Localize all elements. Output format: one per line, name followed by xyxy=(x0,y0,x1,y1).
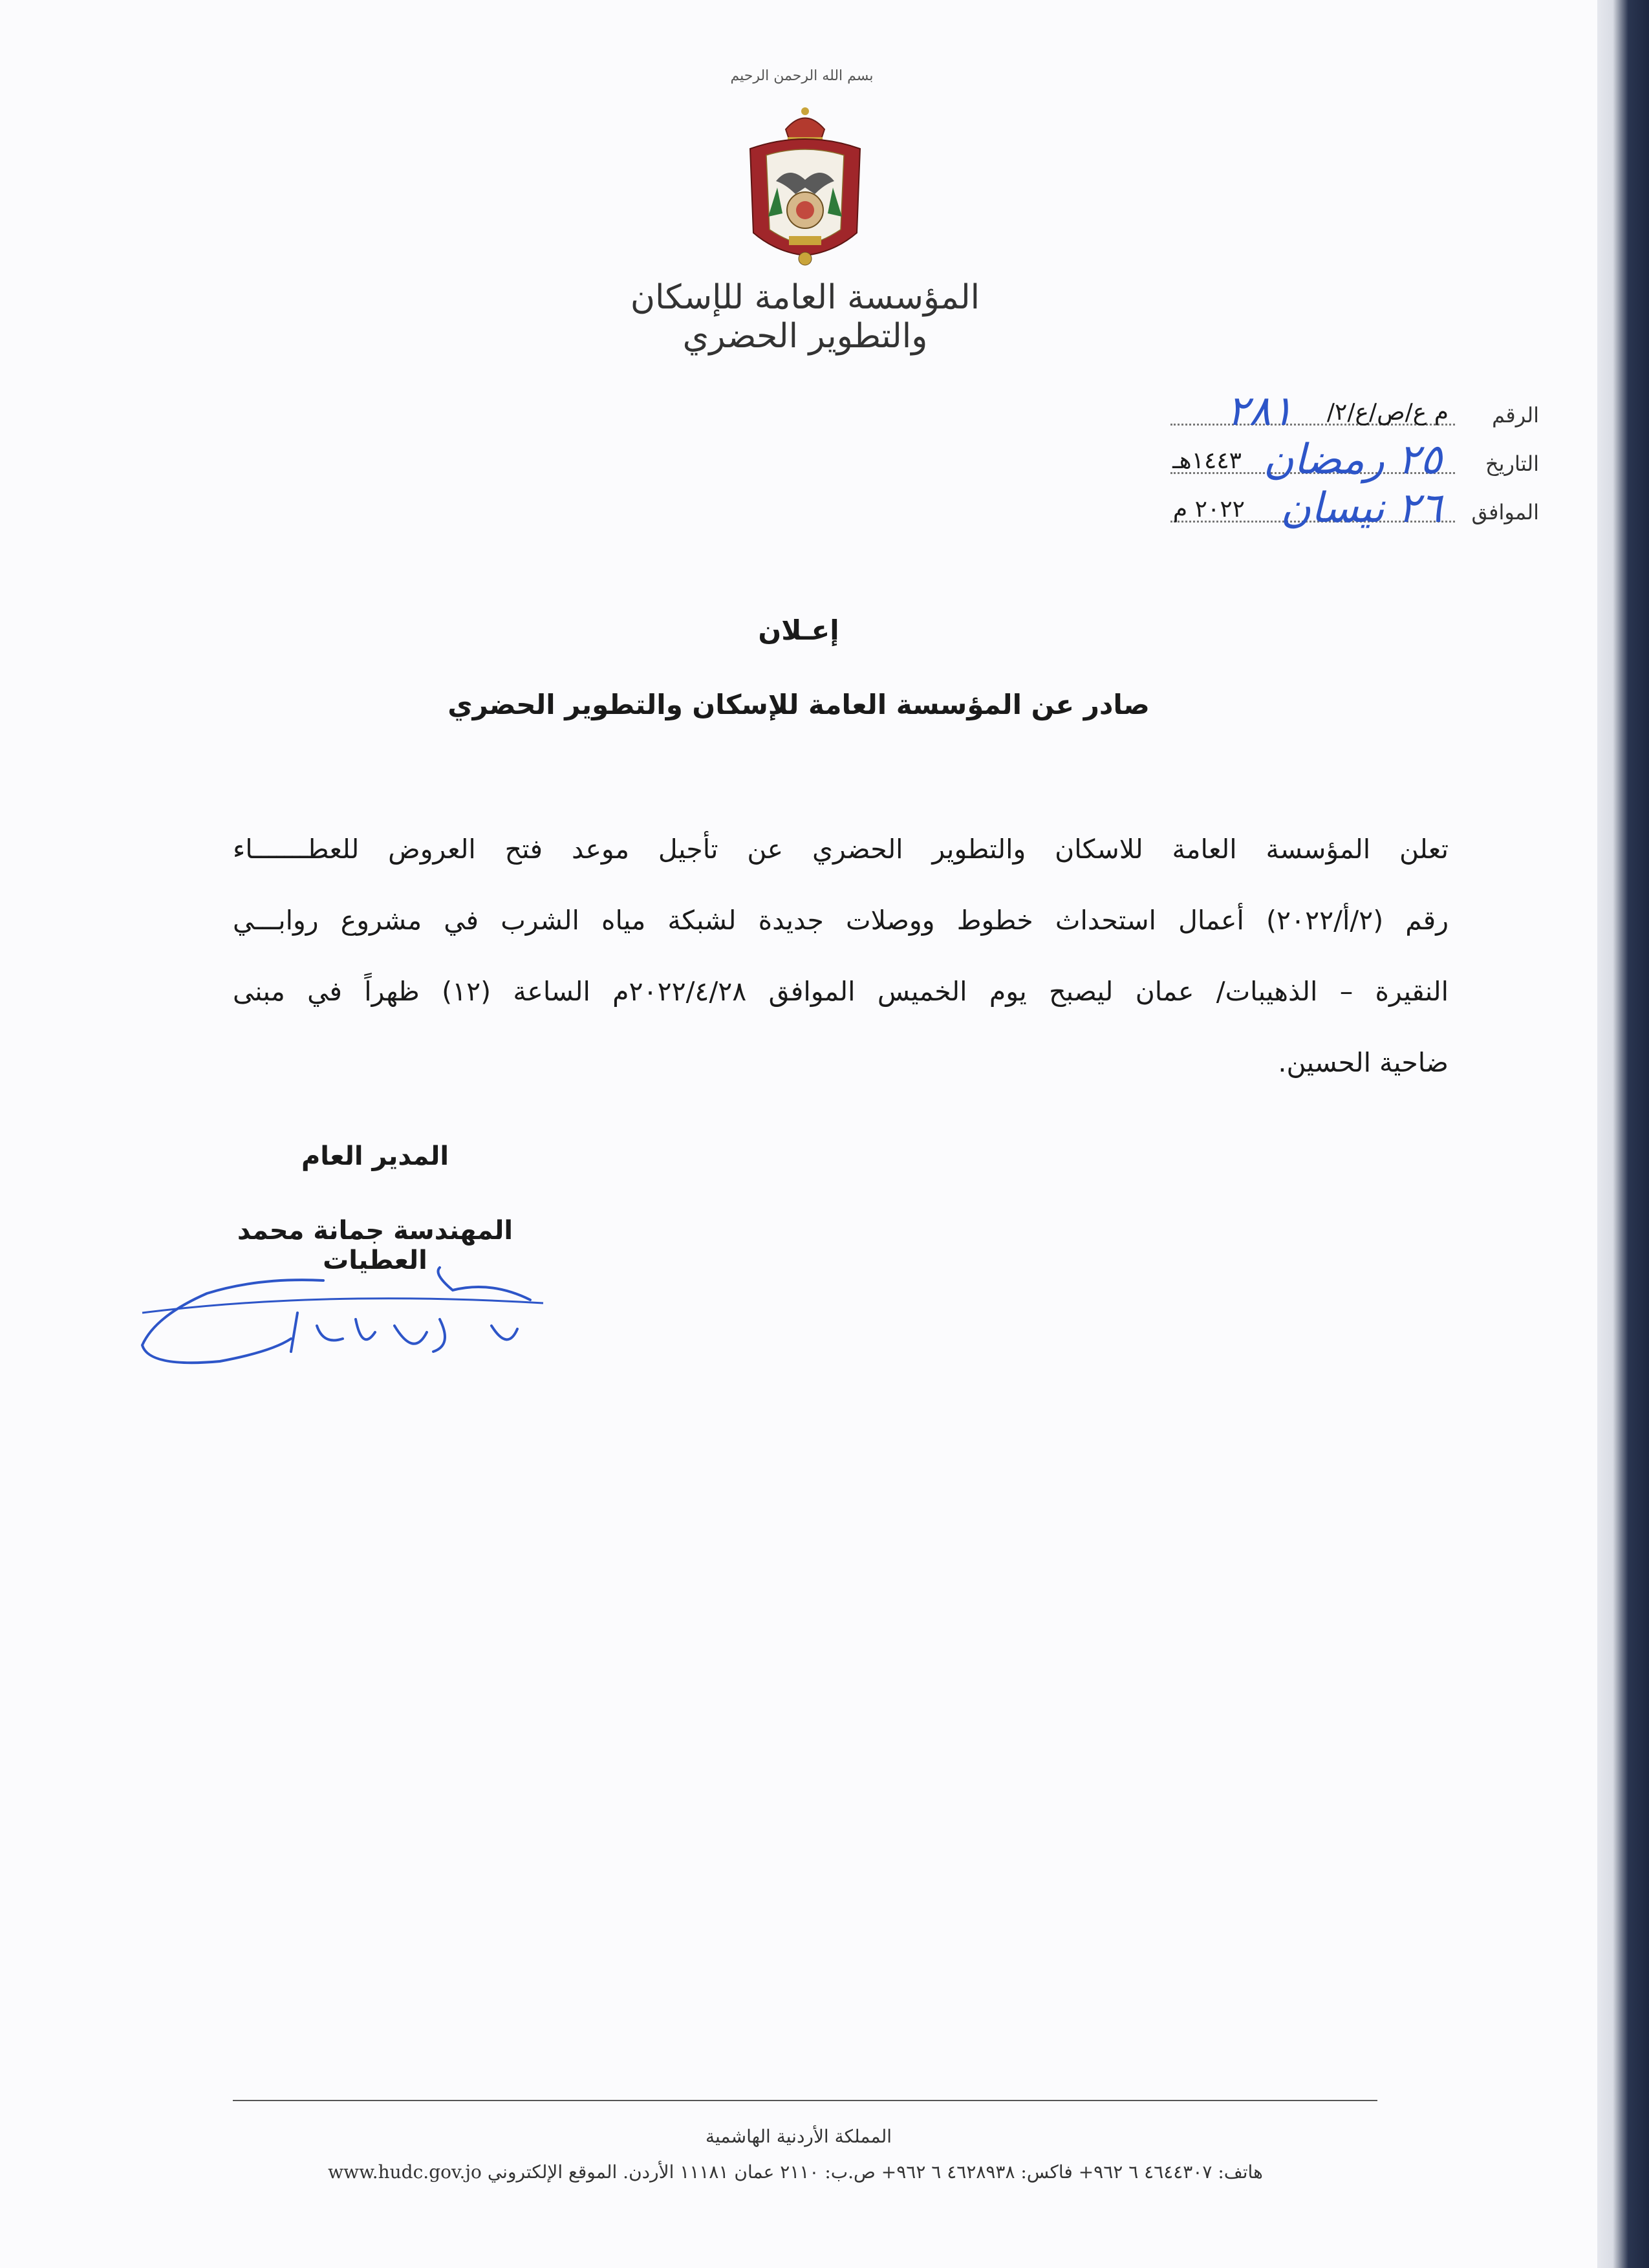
body-line: ضاحية الحسين. xyxy=(1278,1047,1449,1078)
body-line: النقيرة – الذهيبات/ عمان ليصبح يوم الخميس الموافق ٢٠٢٢/٤/٢٨م الساعة (١٢) ظهراً في مبنى xyxy=(233,976,1449,1007)
gregorian-year-printed: ٢٠٢٢ م xyxy=(1172,496,1245,523)
footer-divider xyxy=(233,2100,1377,2101)
reference-block xyxy=(1138,387,1539,534)
hijri-date-row xyxy=(1138,436,1539,484)
scan-edge xyxy=(1597,0,1649,2268)
gregorian-date-label: الموافق xyxy=(1471,500,1539,524)
coat-of-arms-emblem xyxy=(737,103,873,272)
hijri-date-label: التاريخ xyxy=(1485,451,1539,476)
announcement-subtitle: صادر عن المؤسسة العامة للإسكان والتطوير الحضري xyxy=(447,689,1150,720)
gregorian-date-row xyxy=(1138,484,1539,532)
announcement-body xyxy=(233,814,1449,1098)
reference-number-handwritten: ٢٨١ xyxy=(1226,387,1293,435)
reference-number-printed: م ع/ص/ع/٢/ xyxy=(1326,399,1449,426)
signatory-title: المدير العام xyxy=(301,1141,449,1171)
announcement-title: إعـلان xyxy=(758,614,839,646)
reference-number-row xyxy=(1138,387,1539,435)
footer-country: المملكة الأردنية الهاشمية xyxy=(705,2126,892,2147)
footer-contact: هاتف: ٤٦٤٤٣٠٧ ٦ ٩٦٢+ فاكس: ٤٦٢٨٩٣٨ ٦ ٩٦٢+ ص.ب: ٢١١٠ عمان ١١١٨١ الأردن. الموقع الإلكتروني www.hudc.gov.jo xyxy=(328,2161,1263,2183)
hijri-year-printed: ١٤٤٣هـ xyxy=(1172,448,1242,474)
hijri-date-handwritten: ٢٥ رمضان xyxy=(1263,436,1442,484)
organization-logotype: المؤسسة العامة للإسكان والتطوير الحضري xyxy=(630,278,980,356)
reference-number-label: الرقم xyxy=(1492,403,1539,427)
gregorian-date-handwritten: ٢٦ نيسان xyxy=(1280,484,1442,532)
body-line: تعلن المؤسسة العامة للاسكان والتطوير الحضري عن تأجيل موعد فتح العروض للعطـــــــاء xyxy=(233,834,1449,865)
handwritten-signature xyxy=(129,1255,556,1384)
basmala: بسم الله الرحمن الرحيم xyxy=(730,68,874,84)
body-line: رقم (٢/أ/٢٠٢٢) أعمال استحداث خطوط ووصلات جديدة لشبكة مياه الشرب في مشروع روابـــي xyxy=(233,905,1449,936)
signatory-name: المهندسة جمانة محمد العطيات xyxy=(237,1216,513,1275)
